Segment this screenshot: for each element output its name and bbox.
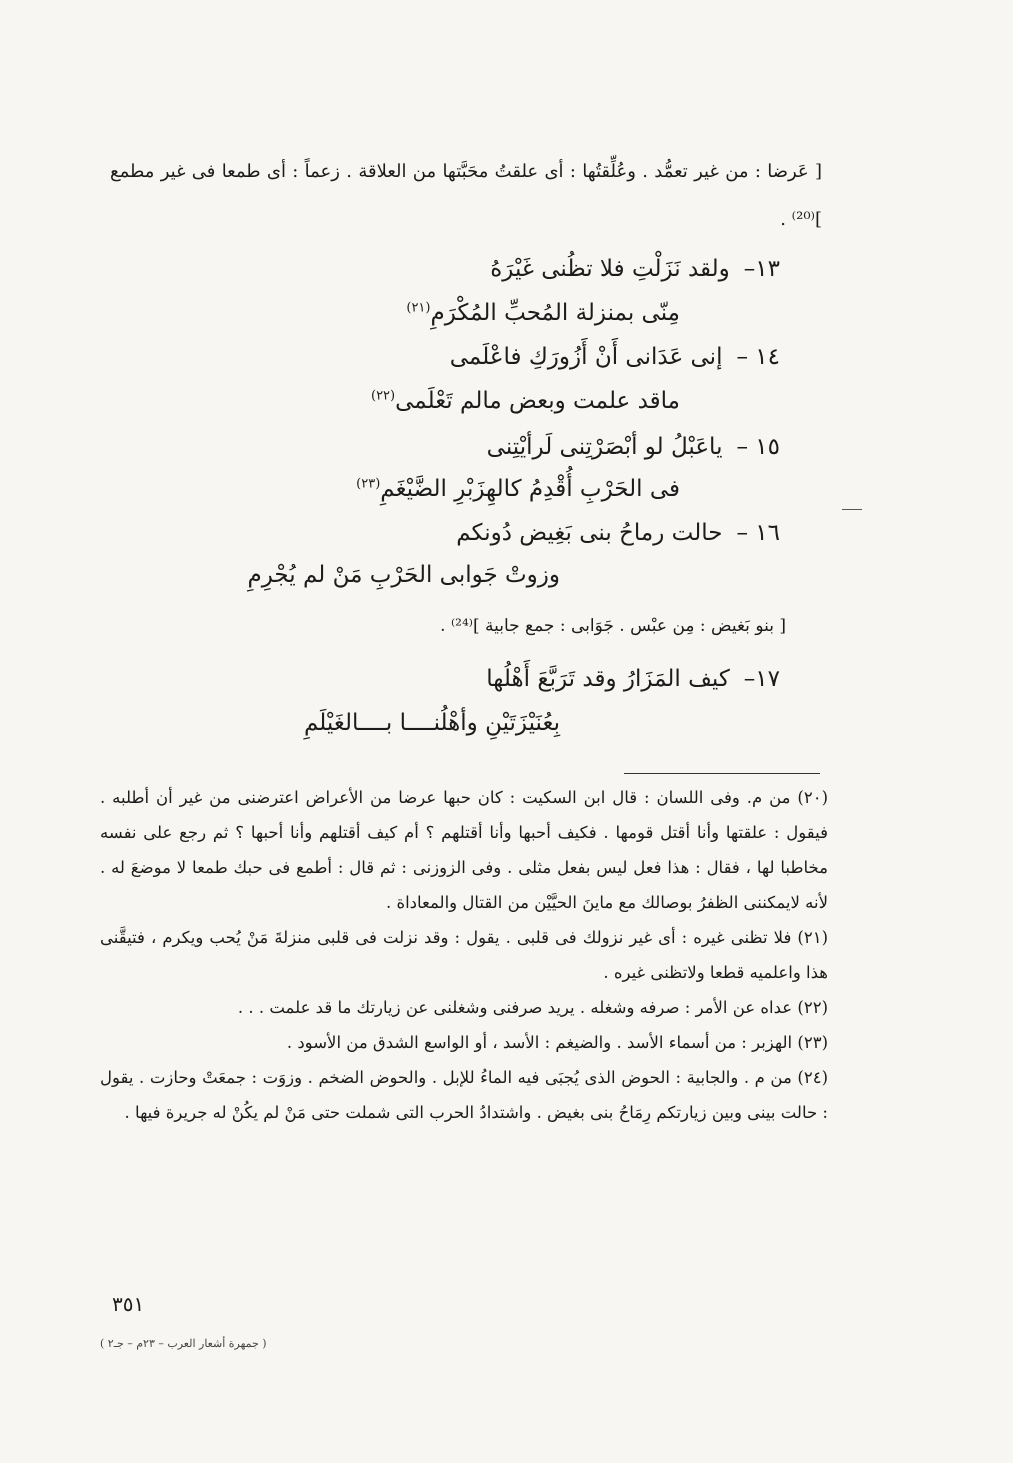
footnote-21: (٢١) فلا تظنى غيره : أى غير نزولك فى قلبى . يقول : وقد نزلت فى قلبى منزلةَ مَنْ يُحب ويكرم ، فتيقَّنى هذا واعلميه قطعا ولاتظنى غيره . xyxy=(100,928,828,982)
footnote-separator xyxy=(624,773,820,774)
margin-mark xyxy=(842,509,862,510)
verse-number: ١٥ – xyxy=(736,434,780,460)
hemistich-text: مِنّى بمنزلة المُحبِّ المُكْرَمِ xyxy=(430,300,680,326)
hemistich-text: إنى عَدَانى أَنْ أَزُورَكِ فاعْلَمى xyxy=(449,344,723,370)
page-number: ٣٥١ xyxy=(112,1292,145,1316)
footnote-ref: (٢٣) xyxy=(356,476,381,492)
verse-13-second-hemistich xyxy=(140,300,680,326)
signature-line: ( جمهرة أشعار العرب – ٢٣م – جـ٢ ) xyxy=(100,1337,267,1350)
hemistich-text: فى الحَرْبِ أُقْدِمُ كالهِزَبْرِ الضَّيْغَمِ xyxy=(380,476,680,502)
footnote-ref: (٢١) xyxy=(406,300,431,316)
verse-17-second-hemistich xyxy=(140,710,560,736)
hemistich-text: ياعَبْلُ لو أبْصَرْتِنى لَرأيْتِنى xyxy=(486,434,723,460)
hemistich-text: ولقد نَزَلْتِ فلا تظُنى غَيْرَهُ xyxy=(490,256,730,282)
commentary-paragraph: [ عَرضا : من غير تعمُّد . وعُلِّقتُها : أى علقتُ محَبَّتها من العلاقة . زعماً : أى طمعا فى غير مطمع ]⁽²⁰⁾ . xyxy=(110,161,822,230)
hemistich-text: ماقد علمت وبعض مالم تَعْلَمى xyxy=(395,388,680,414)
footnote-23: (٢٣) الهزبر : من أسماء الأسد . والضيغم : الأسد ، أو الواسع الشدق من الأسود . xyxy=(286,1033,828,1052)
bracket-note: [ بنو بَغيض : مِن عبْس . جَوَابى : جمع جابية ]⁽²⁴⁾ . xyxy=(440,616,786,636)
verse-14-first-hemistich xyxy=(360,344,780,370)
verse-15-first-hemistich xyxy=(360,434,780,460)
verse-number: ١٣– xyxy=(743,256,780,282)
footnotes xyxy=(100,780,828,1130)
footnote-24: (٢٤) من م . والجابية : الحوض الذى يُجبَى فيه الماءُ للإبل . والحوض الضخم . وزوَت : جمعَتْ وحازت . يقول : حالت بينى وبين زيارتكم رِمَاحُ بنى بغيض . واشتدادُ الحرب التى شملت حتى مَنْ لم يكُنْ له جريرة فيها . xyxy=(100,1068,828,1122)
hemistich-text: حالت رماحُ بنى بَغِيض دُونكم xyxy=(456,520,723,546)
verse-17-first-hemistich xyxy=(360,666,780,692)
footnote-ref: (٢٢) xyxy=(371,388,396,404)
verse-number: ١٧– xyxy=(743,666,780,692)
hemistich-text: وزوتْ جَوابى الحَرْبِ مَنْ لم يُجْرِمِ xyxy=(247,562,560,588)
verse-number: ١٤ – xyxy=(736,344,780,370)
footnote-20: (٢٠) من م. وفى اللسان : قال ابن السكيت : كان حبها عرضا من الأعراض اعترضنى من غير أن أطلبه . فيقول : علقتها وأنا أقتل قومها . فكيف أحبها وأنا أقتلهم ؟ أم كيف أقتلهم وأنا أحبها ؟ ثم رجع على نفسه مخاطبا لها ، فقال : هذا فعل ليس بفعل مثلى . وفى الزوزنى : ثم قال : أطمع فى حبك طمعا لا موضعَ له . لأنه لايمكننى الظفرُ بوصالك مع ماينَ الحيَّيْن من القتال والمعاداة . xyxy=(100,788,828,912)
verse-number: ١٦ – xyxy=(736,520,780,546)
verse-16-second-hemistich xyxy=(140,562,560,588)
verse-15-second-hemistich xyxy=(140,476,680,502)
footnote-22: (٢٢) عداه عن الأمر : صرفه وشغله . يريد صرفنى وشغلنى عن زيارتك ما قد علمت . . . xyxy=(237,998,828,1017)
hemistich-text: كيف المَزَارُ وقد تَرَبَّعَ أَهْلُها xyxy=(486,666,730,692)
verse-13-first-hemistich xyxy=(360,256,780,282)
hemistich-text: بِعُنَيْزَتَيْنِ وأهْلُنــــا بــــالغَيْلَمِ xyxy=(303,710,560,736)
verse-14-second-hemistich xyxy=(140,388,680,414)
verse-16-first-hemistich xyxy=(360,520,780,546)
